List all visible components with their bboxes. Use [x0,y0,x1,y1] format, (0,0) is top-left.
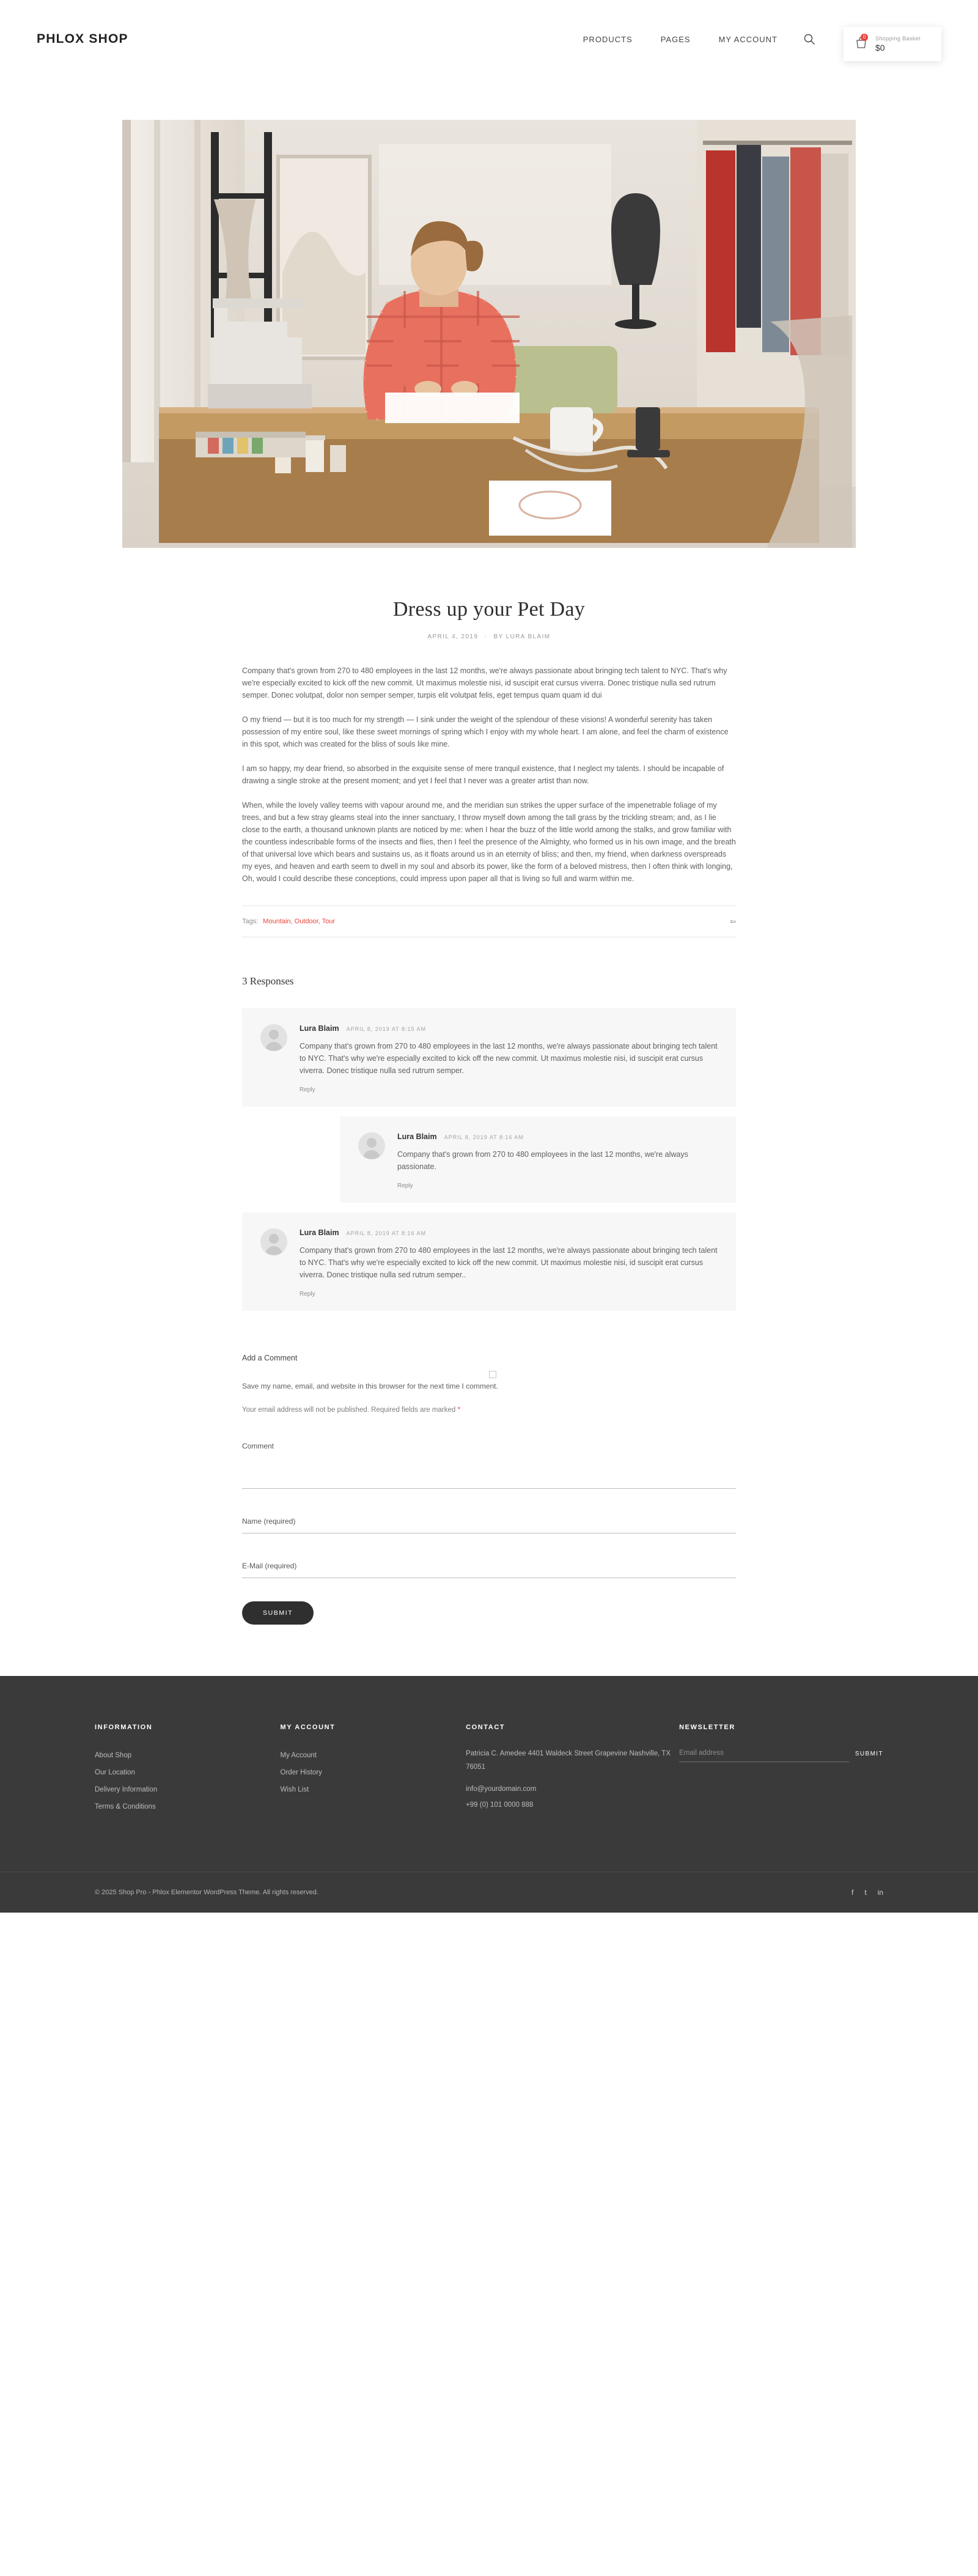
avatar [260,1024,287,1051]
comment-header [397,1132,718,1141]
footer-link-wish-list[interactable]: Wish List [280,1786,309,1793]
comment-text: Company that's grown from 270 to 480 employees in the last 12 months, we're always passionate about bringing tech talent to NYC. That's why we're especially excited to kick off the new commit. Ut maximus molestie nisi, id suscipit erat cursus viverra. Donec tristique nulla sed rutrum semper.. [300,1246,718,1279]
footer-bottom-inner [95,1888,883,1897]
cookie-consent-row [242,1371,736,1389]
site-logo[interactable]: PHLOX SHOP [37,32,128,46]
post-author[interactable]: BY LURA BLAIM [493,633,551,640]
comment-item [340,1116,736,1203]
comment-author: Lura Blaim [300,1024,339,1033]
comment-header [300,1024,718,1033]
twitter-icon[interactable]: t [864,1888,867,1897]
comment-form-notice [242,1406,736,1414]
page-title: Dress up your Pet Day [392,598,586,621]
newsletter-submit-button[interactable]: SUBMIT [855,1751,883,1762]
footer-column-information [95,1724,281,1820]
footer-email[interactable]: info@yourdomain.com [466,1785,537,1793]
notice-text: Your email address will not be published. Required fields are marked [242,1406,458,1414]
copyright-text: © 2025 Shop Pro - Phlox Elementor WordPress Theme. All rights reserved. [95,1889,318,1896]
email-field [242,1562,736,1578]
meta-separator: · [484,633,488,640]
footer-heading-information: INFORMATION [95,1724,153,1731]
footer-heading-newsletter: NEWSLETTER [679,1724,735,1731]
footer-list-my-account [281,1747,466,1798]
header-right [583,22,941,56]
comment-textarea-input[interactable] [242,1488,736,1489]
comment-reply-link[interactable]: Reply [300,1087,315,1093]
site-header [0,0,978,78]
share-icon[interactable]: ⇦ [729,917,736,926]
name-field [242,1517,736,1533]
comment-text: Company that's grown from 270 to 480 employees in the last 12 months, we're always passionate. [397,1150,688,1171]
post-paragraph: Company that's grown from 270 to 480 employees in the last 12 months, we're always passionate about bringing tech talent to NYC. That's why we're especially excited to kick off the new commit. Ut maximus molestie nisi, id suscipit erat cursus viverra. Donec tristique nulla sed rutrum semper. Donec volutpat, dolor non semper semper, turpis elit volutpat felis, eget tempus quam quam id dui [242,666,727,699]
cart-icon [855,36,868,52]
cart-label: Shopping Basket [875,35,921,42]
footer-link-delivery-information[interactable]: Delivery Information [95,1786,158,1793]
comment-textarea-label: Comment [242,1442,274,1450]
cart-total: $0 [875,43,885,53]
nav-item-my-account[interactable]: MY ACCOUNT [718,34,778,44]
comment-header [300,1228,718,1237]
submit-comment-button[interactable]: SUBMIT [242,1601,314,1625]
tags-links[interactable]: Mountain, Outdoor, Tour [263,918,336,925]
footer-column-newsletter [679,1724,883,1820]
facebook-icon[interactable]: f [851,1888,854,1897]
required-asterisk: * [457,1406,460,1414]
footer-bottom-bar [0,1872,978,1913]
post-article [242,548,736,1625]
footer-heading-my-account: MY ACCOUNT [280,1724,336,1731]
footer-heading-contact: CONTACT [466,1724,506,1731]
footer-column-my-account [281,1724,466,1820]
comment-reply-link[interactable]: Reply [397,1183,413,1189]
comment-text: Company that's grown from 270 to 480 employees in the last 12 months, we're always passionate about bringing tech talent to NYC. That's why we're especially excited to kick off the new commit. Ut maximus molestie nisi, id suscipit erat cursus viverra. Donec tristique nulla sed rutrum semper. [300,1042,718,1075]
footer-phone: +99 (0) 101 0000 888 [466,1801,534,1809]
newsletter-email-input[interactable] [679,1747,849,1762]
cookie-consent-label: Save my name, email, and website in this browser for the next time I comment. [242,1382,498,1390]
footer-link-about-shop[interactable]: About Shop [95,1752,132,1759]
comment-body [300,1024,718,1093]
newsletter-form [679,1747,883,1762]
comment-date: APRIL 8, 2019 AT 8:16 AM [444,1134,524,1140]
footer-link-terms-conditions[interactable]: Terms & Conditions [95,1803,156,1810]
comment-item [242,1212,736,1311]
comment-date: APRIL 8, 2019 AT 8:15 AM [346,1026,427,1032]
footer-address: Patricia C. Amedee 4401 Waldeck Street Grapevine Nashville, TX 76051 [466,1750,671,1771]
email-field-label: E-Mail (required) [242,1562,297,1570]
comment-author: Lura Blaim [300,1228,339,1237]
tags-label: Tags: [242,918,259,925]
post-paragraph: I am so happy, my dear friend, so absorbed in the exquisite sense of mere tranquil existence, that I neglect my talents. I should be incapable of drawing a single stroke at the present moment; and yet I feel that I never was a greater artist than now. [242,764,724,785]
post-paragraph: When, while the lovely valley teems with vapour around me, and the meridian sun strikes the upper surface of the impenetrable foliage of my trees, and but a few stray gleams steal into the inner sanctuary, I throw myself down among the tall grass by the trickling stream; and, as I lie close to the earth, a thousand unknown plants are noticed by me: when I hear the buzz of the little world among the stalks, and grow familiar with the countless indescribable forms of the insects and flies, then I feel the presence of the Almighty, who formed us in his own image, and the breath of that universal love which bears and sustains us, as it floats around us in an eternity of bliss; and then, my friend, when darkness overspreads my eyes, and heaven and earth seem to dwell in my soul and absorb its power, like the form of a beloved mistress, then I often think with longing, Oh, would I could describe these conceptions, could impress upon paper all that is living so full and warm within me. [242,801,736,883]
post-featured-image [122,120,856,548]
comment-form-title: Add a Comment [242,1354,298,1362]
comment-body [397,1132,718,1189]
linkedin-icon[interactable]: in [877,1888,883,1897]
cookie-consent-checkbox[interactable] [489,1371,496,1378]
footer-link-our-location[interactable]: Our Location [95,1769,135,1776]
post-tags [242,906,736,937]
social-links [851,1888,883,1897]
post-date: APRIL 4, 2019 [427,633,479,640]
post-body [242,665,736,885]
footer-link-order-history[interactable]: Order History [280,1769,322,1776]
comment-reply-link[interactable]: Reply [300,1291,315,1297]
cart-badge: 0 [861,34,868,41]
post-paragraph: O my friend — but it is too much for my strength — I sink under the weight of the splendour of these visions! A wonderful serenity has taken possession of my entire soul, like these sweet mornings of spring which I enjoy with my whole heart. I am alone, and feel the charm of existence in this spot, which was created for the bliss of souls like mine. [242,715,729,748]
nav-item-pages[interactable]: PAGES [660,34,691,44]
post-meta [242,633,736,640]
footer-list-information [95,1747,281,1815]
comment-body [300,1228,718,1297]
comment-item [242,1008,736,1107]
comment-textarea-field [242,1442,736,1489]
footer-column-contact [466,1724,679,1820]
comment-date: APRIL 8, 2019 AT 8:16 AM [346,1230,427,1236]
avatar [260,1228,287,1255]
footer-link-my-account[interactable]: My Account [280,1752,317,1759]
comment-author: Lura Blaim [397,1132,437,1141]
site-footer [0,1676,978,1913]
shopping-basket[interactable] [844,27,941,61]
responses-heading: 3 Responses [242,975,294,987]
comment-form [242,1354,736,1625]
name-field-label: Name (required) [242,1517,296,1526]
footer-columns [95,1724,883,1820]
search-icon[interactable] [803,33,815,45]
avatar [358,1132,385,1159]
nav-item-products[interactable]: PRODUCTS [583,34,633,44]
main-navigation [583,35,778,44]
hero-illustration [122,120,856,548]
